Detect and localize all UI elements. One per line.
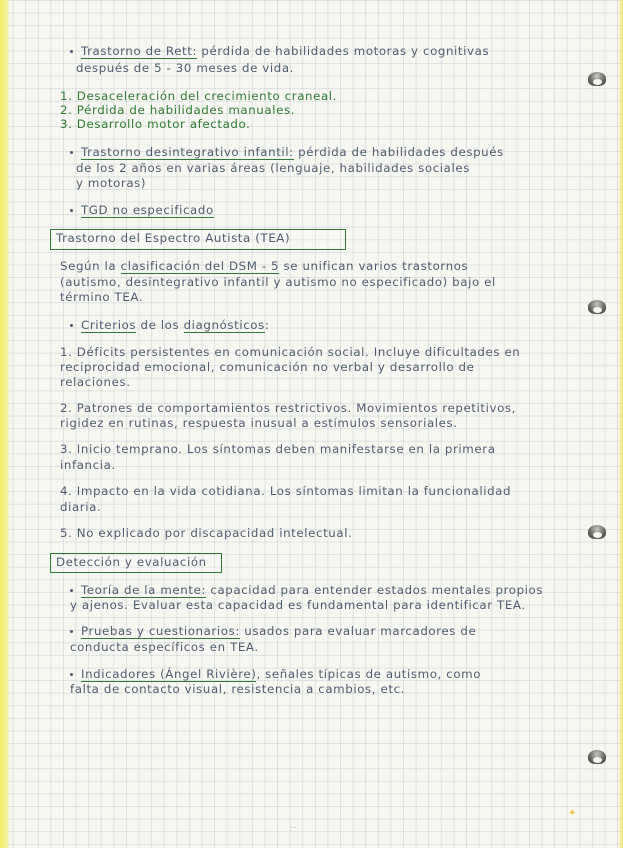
- det-label: Indicadores (Ángel Rivière): [81, 667, 257, 681]
- binder-hole-2: [588, 300, 606, 314]
- det-item: [70, 624, 476, 638]
- bullet-rett: [70, 44, 489, 58]
- desint-cont: de los 2 años en varias áreas (lenguaje, habilidades sociales: [76, 161, 470, 175]
- det-item: [70, 667, 481, 681]
- criterion-line: infancia.: [60, 458, 116, 472]
- binder-hole-1: [588, 72, 606, 86]
- rett-label: Trastorno de Rett:: [81, 44, 198, 58]
- binder-hole-3: [588, 525, 606, 539]
- criterios-a: Criterios: [81, 318, 137, 332]
- det-text: , señales típicas de autismo, como: [256, 667, 482, 681]
- det-label: Pruebas y cuestionarios:: [81, 624, 240, 638]
- intro-c: se unifican varios trastornos: [279, 259, 469, 273]
- bullet-criterios: [70, 318, 269, 332]
- criterion-line: relaciones.: [60, 375, 131, 389]
- bullet-dot: [70, 324, 73, 327]
- criterios-d: :: [264, 318, 270, 332]
- rett-list-item: 1. Desaceleración del crecimiento craneal.: [60, 89, 338, 103]
- criterion-line: 3. Inicio temprano. Los síntomas deben manifestarse en la primera: [60, 442, 496, 456]
- det-cont: falta de contacto visual, resistencia a cambios, etc.: [70, 682, 406, 696]
- criterion-line: 1. Déficits persistentes en comunicación social. Incluye dificultades en: [60, 345, 521, 359]
- det-item: [70, 583, 543, 597]
- criterios-c: diagnósticos: [183, 318, 265, 332]
- desint-cont: y motoras): [76, 176, 147, 190]
- rett-list-item: 2. Pérdida de habilidades manuales.: [60, 103, 296, 117]
- bullet-dot: [70, 589, 73, 592]
- page-left-edge: [0, 0, 10, 848]
- rett-text: pérdida de habilidades motoras y cognitivas: [197, 44, 490, 58]
- bullet-dot: [70, 50, 73, 53]
- rett-cont: después de 5 - 30 meses de vida.: [76, 61, 295, 75]
- heading-det-text: Detección y evaluación: [56, 555, 207, 569]
- criterion-line: 2. Patrones de comportamientos restrictivos. Movimientos repetitivos,: [60, 401, 517, 415]
- bullet-dot: [70, 630, 73, 633]
- binder-hole-4: [588, 750, 606, 764]
- rett-list-item: 3. Desarrollo motor afectado.: [60, 117, 251, 131]
- det-cont: y ajenos. Evaluar esta capacidad es fundamental para identificar TEA.: [70, 598, 526, 612]
- bullet-dot: [70, 673, 73, 676]
- det-label: Teoría de la mente:: [81, 583, 207, 597]
- criterios-b: de los: [136, 318, 184, 332]
- intro-line-1: [60, 259, 468, 273]
- criterion-line: reciprocidad emocional, comunicación no verbal y desarrollo de: [60, 360, 475, 374]
- det-text: usados para evaluar marcadores de: [239, 624, 477, 638]
- star-mark-icon: ✦: [568, 808, 577, 819]
- heading-deteccion: [50, 553, 222, 573]
- intro-line-3: término TEA.: [60, 290, 144, 304]
- criterion-line: rigidez en rutinas, respuesta inusual a estímulos sensoriales.: [60, 416, 458, 430]
- det-text: capacidad para entender estados mentales propios: [206, 583, 544, 597]
- bullet-desint: [70, 145, 504, 159]
- tgd-label: TGD no especificado: [81, 203, 214, 217]
- intro-a: Según la: [60, 259, 121, 273]
- page-footer: ...: [290, 822, 297, 830]
- desint-text: pérdida de habilidades después: [293, 145, 504, 159]
- desint-label: Trastorno desintegrativo infantil:: [81, 145, 294, 159]
- criterion-line: 5. No explicado por discapacidad intelectual.: [60, 526, 353, 540]
- heading-tea: [50, 229, 346, 250]
- det-cont: conducta específicos en TEA.: [70, 640, 259, 654]
- page-right-edge: [618, 0, 623, 848]
- heading-tea-text: Trastorno del Espectro Autista (TEA): [56, 231, 291, 245]
- bullet-tgd: [70, 203, 214, 217]
- intro-line-2: (autismo, desintegrativo infantil y autismo no especificado) bajo el: [60, 275, 496, 289]
- bullet-dot: [70, 209, 73, 212]
- criterion-line: diaria.: [60, 500, 102, 514]
- dsm-label: clasificación del DSM - 5: [120, 259, 280, 273]
- bullet-dot: [70, 151, 73, 154]
- criterion-line: 4. Impacto en la vida cotidiana. Los síntomas limitan la funcionalidad: [60, 484, 512, 498]
